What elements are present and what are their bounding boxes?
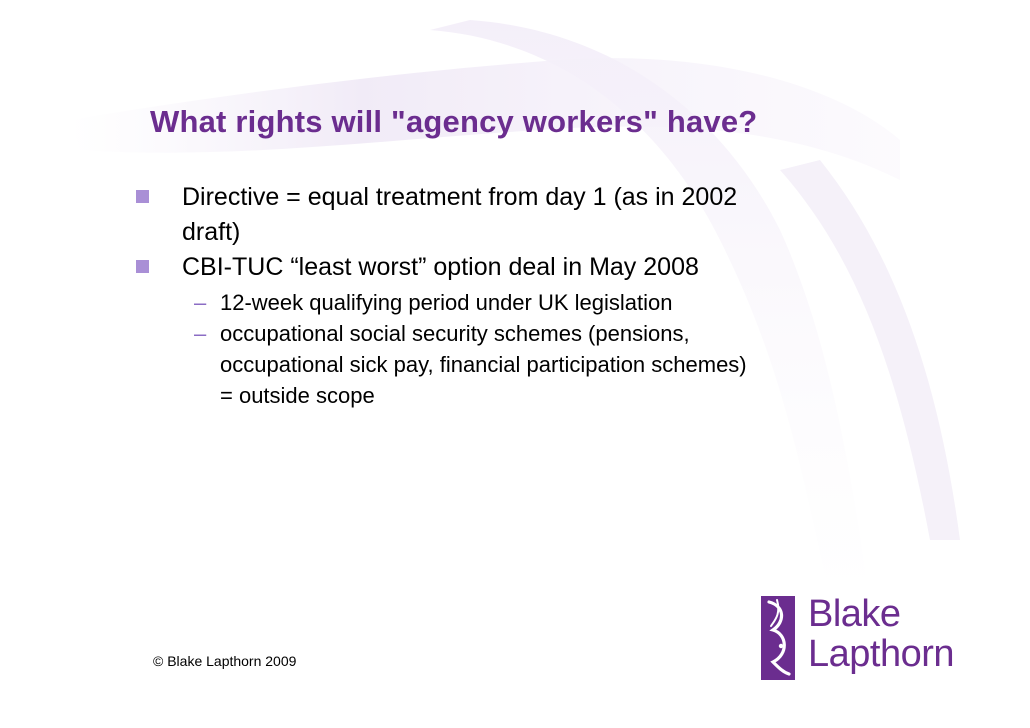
copyright-footer: © Blake Lapthorn 2009 xyxy=(153,653,297,669)
slide-title: What rights will "agency workers" have? xyxy=(150,104,758,139)
logo-line-blake: Blake xyxy=(808,593,901,635)
bullet-text-line: Directive = equal treatment from day 1 (as in 2002 xyxy=(182,183,738,211)
logo-line-lapthorn: Lapthorn xyxy=(808,633,955,675)
square-bullet-icon xyxy=(136,260,149,273)
dash-bullet-icon: – xyxy=(194,290,207,315)
square-bullet-icon xyxy=(136,190,149,203)
sub-bullet-text-line: 12-week qualifying period under UK legislation xyxy=(220,290,673,315)
sub-bullet-text-line: occupational social security schemes (pensions, xyxy=(220,321,690,346)
bullet-text-line: draft) xyxy=(182,218,241,246)
bullet-item xyxy=(132,180,892,250)
sub-bullet-list xyxy=(132,287,892,411)
bullet-item xyxy=(132,250,892,285)
sub-bullet-item xyxy=(132,287,892,318)
company-logo-text xyxy=(808,594,954,674)
sub-bullet-text-line: occupational sick pay, financial participation schemes) xyxy=(220,352,747,377)
dash-bullet-icon: – xyxy=(194,321,207,346)
sub-bullet-item xyxy=(132,318,892,411)
bullet-text-line: CBI-TUC “least worst” option deal in May 2008 xyxy=(182,253,699,281)
bullet-list xyxy=(132,180,892,411)
sub-bullet-text-line: = outside scope xyxy=(220,383,375,408)
